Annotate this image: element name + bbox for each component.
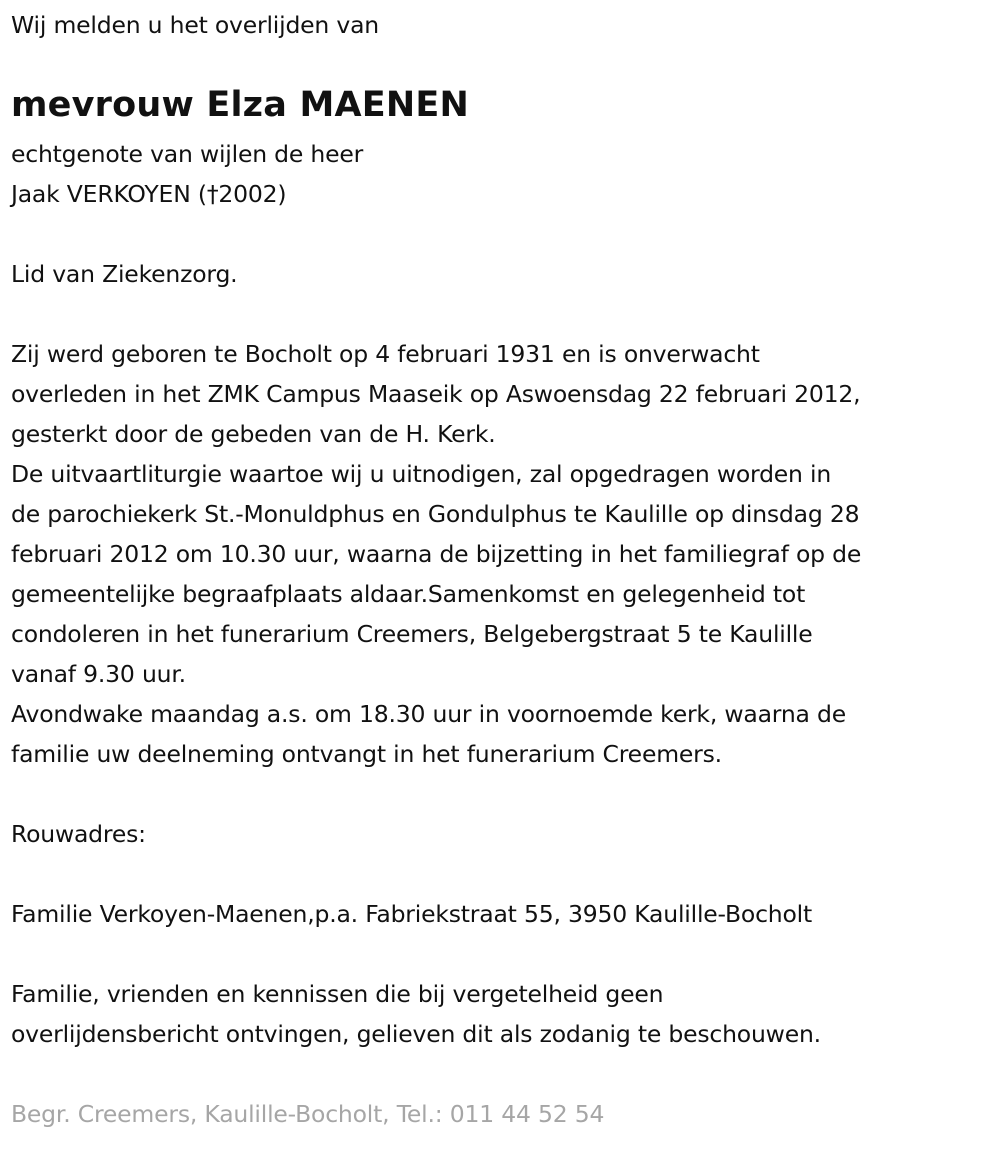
address-text: Familie Verkoyen-Maenen,p.a. Fabriekstraat 55, 3950 Kaulille-Bocholt	[11, 900, 813, 928]
body-line: Zij werd geboren te Bocholt op 4 februari 1931 en is onverwacht	[11, 340, 760, 368]
body-line: gemeentelijke begraafplaats aldaar.Samenkomst en gelegenheid tot	[11, 580, 806, 608]
body-line: de parochiekerk St.-Monuldphus en Gondulphus te Kaulille op dinsdag 28	[11, 500, 860, 528]
closing-line: Familie, vrienden en kennissen die bij vergetelheid geen	[11, 980, 664, 1008]
spouse-line: echtgenote van wijlen de heer	[11, 140, 364, 168]
membership-text: Lid van Ziekenzorg.	[11, 260, 238, 288]
address-label: Rouwadres:	[11, 820, 146, 848]
body-line: condoleren in het funerarium Creemers, Belgebergstraat 5 te Kaulille	[11, 620, 813, 648]
body-line: De uitvaartliturgie waartoe wij u uitnodigen, zal opgedragen worden in	[11, 460, 832, 488]
body-line: gesterkt door de gebeden van de H. Kerk.	[11, 420, 496, 448]
intro-text: Wij melden u het overlijden van	[11, 11, 379, 39]
closing-line: overlijdensbericht ontvingen, gelieven dit als zodanig te beschouwen.	[11, 1020, 821, 1048]
funeral-home-footer: Begr. Creemers, Kaulille-Bocholt, Tel.: 011 44 52 54	[11, 1100, 605, 1128]
body-line: Avondwake maandag a.s. om 18.30 uur in voornoemde kerk, waarna de	[11, 700, 846, 728]
body-line: februari 2012 om 10.30 uur, waarna de bijzetting in het familiegraf op de	[11, 540, 862, 568]
spouse-name: Jaak VERKOYEN (†2002)	[11, 180, 287, 208]
deceased-name: mevrouw Elza MAENEN	[11, 85, 469, 125]
body-line: overleden in het ZMK Campus Maaseik op Aswoensdag 22 februari 2012,	[11, 380, 861, 408]
body-line: vanaf 9.30 uur.	[11, 660, 186, 688]
body-line: familie uw deelneming ontvangt in het funerarium Creemers.	[11, 740, 722, 768]
notice-body	[11, 334, 1000, 774]
